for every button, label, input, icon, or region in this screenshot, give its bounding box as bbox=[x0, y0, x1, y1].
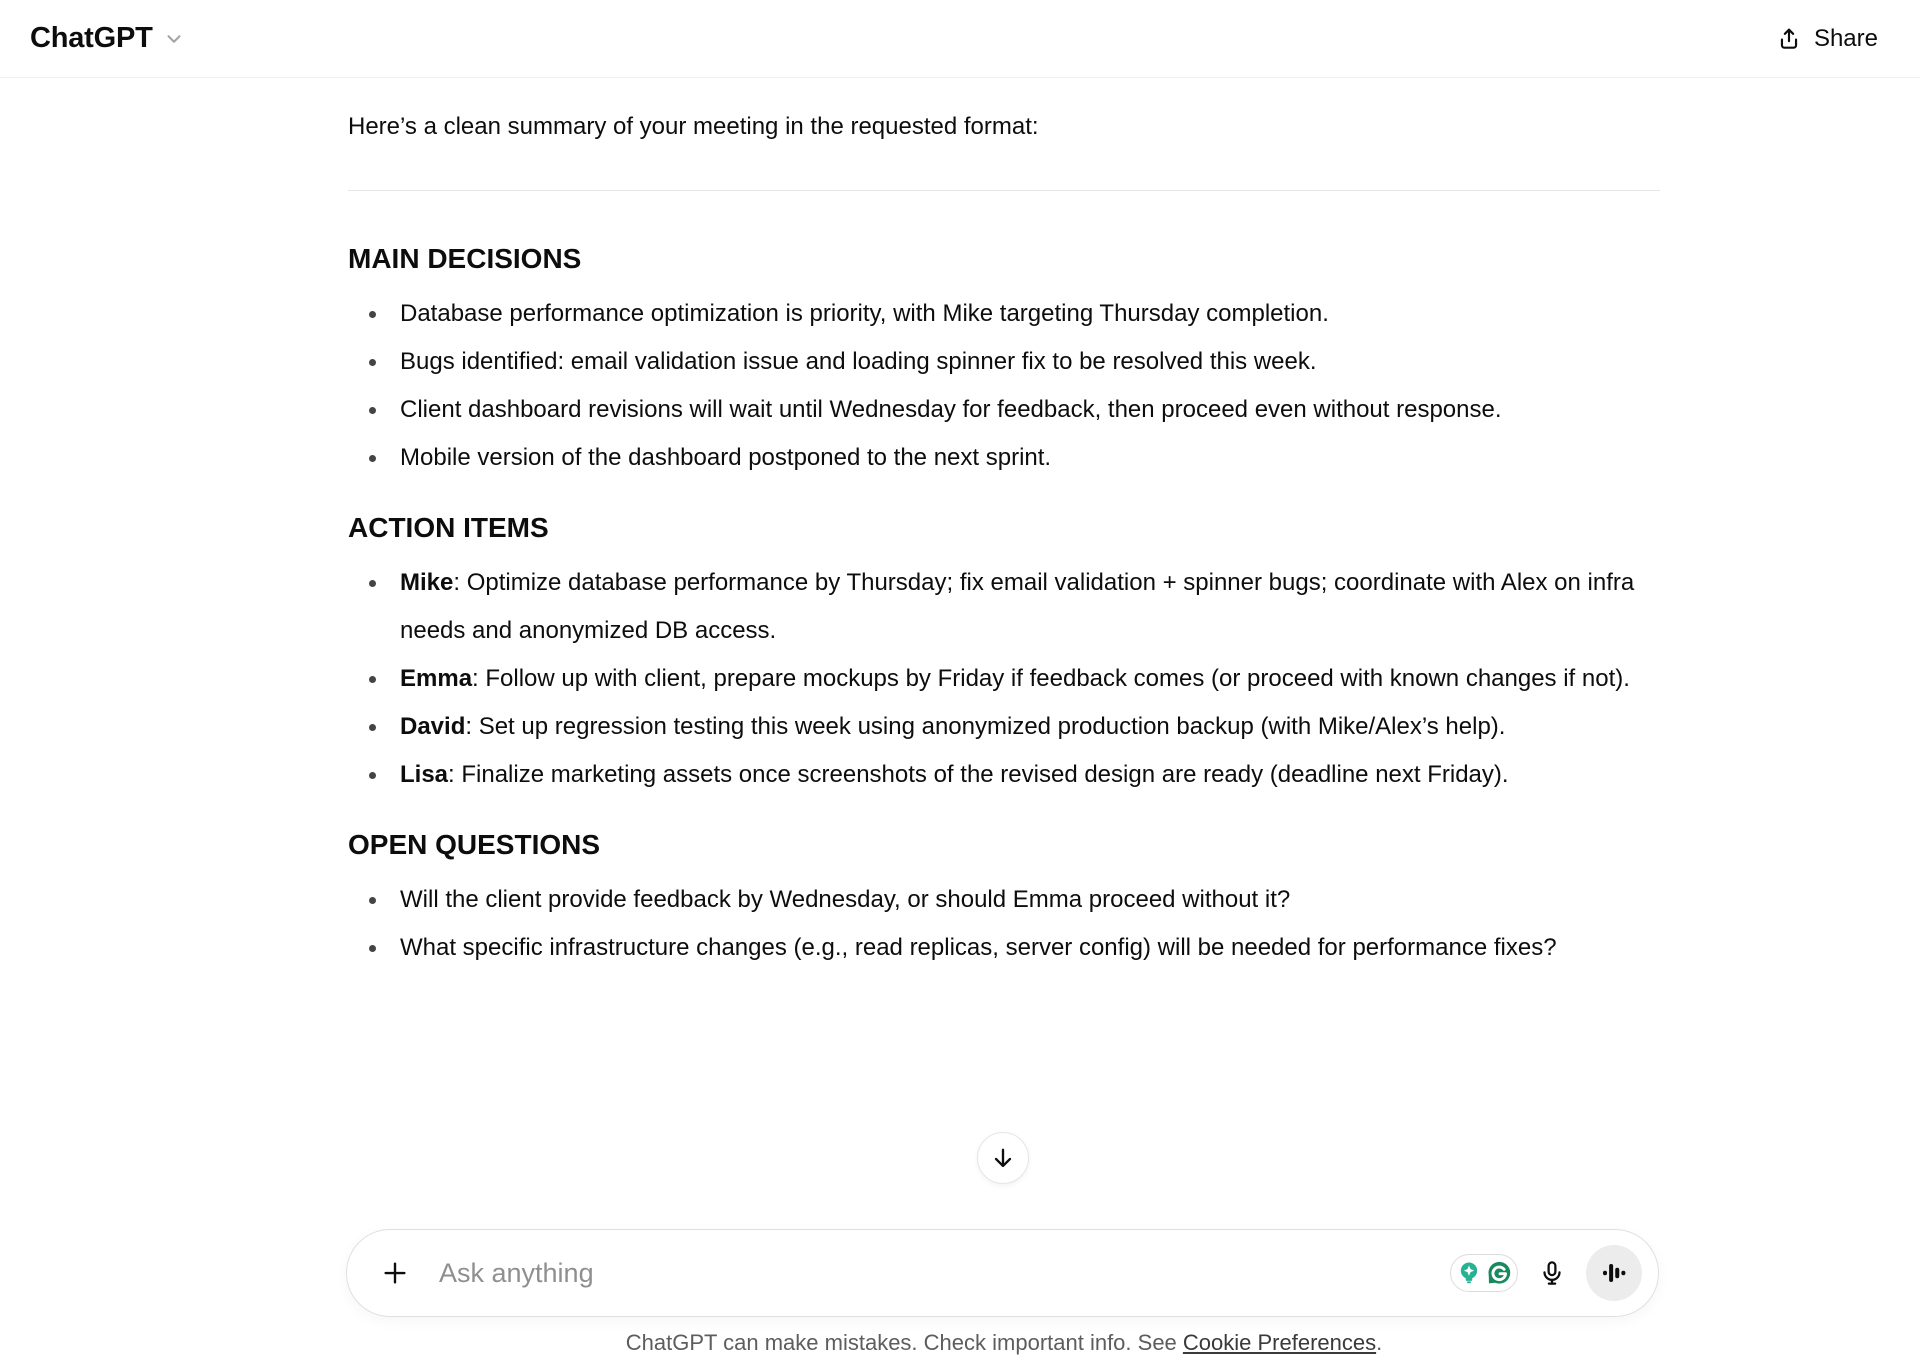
microphone-icon bbox=[1537, 1258, 1567, 1288]
attach-button[interactable] bbox=[371, 1249, 419, 1297]
disclaimer-text: ChatGPT can make mistakes. Check important info. See bbox=[625, 1330, 1183, 1355]
dictate-button[interactable] bbox=[1530, 1251, 1574, 1295]
disclaimer-period: . bbox=[1376, 1330, 1383, 1355]
assistant-message bbox=[348, 78, 1660, 972]
voice-mode-icon bbox=[1599, 1258, 1629, 1288]
list-item: What specific infrastructure changes (e.g., read replicas, server config) will be needed for performance fixes? bbox=[348, 924, 1660, 972]
action-items-list bbox=[348, 559, 1660, 799]
message-divider bbox=[348, 190, 1660, 191]
scroll-to-bottom-button[interactable] bbox=[977, 1132, 1029, 1184]
disclaimer bbox=[348, 1330, 1660, 1356]
section-heading-open-questions: OPEN QUESTIONS bbox=[348, 829, 601, 860]
assignee-task: : Follow up with client, prepare mockups by Friday if feedback comes (or proceed with known changes if not). bbox=[472, 665, 1630, 692]
assignee-task: : Set up regression testing this week using anonymized production backup (with Mike/Alex’s help). bbox=[465, 713, 1506, 740]
app-title: ChatGPT bbox=[30, 22, 153, 54]
grammarly-logo-icon bbox=[1485, 1259, 1513, 1287]
list-item: Client dashboard revisions will wait until Wednesday for feedback, then proceed even without response. bbox=[348, 386, 1660, 434]
open-questions-list bbox=[348, 876, 1660, 972]
list-item: Mobile version of the dashboard postponed to the next sprint. bbox=[348, 434, 1660, 482]
assignee-name: Mike bbox=[400, 569, 454, 596]
list-item: Database performance optimization is priority, with Mike targeting Thursday completion. bbox=[348, 290, 1660, 338]
assignee-task: : Finalize marketing assets once screenshots of the revised design are ready (deadline next Friday). bbox=[448, 761, 1509, 788]
message-composer bbox=[346, 1229, 1659, 1317]
section-heading-main-decisions: MAIN DECISIONS bbox=[348, 243, 582, 274]
list-item: Bugs identified: email validation issue and loading spinner fix to be resolved this week. bbox=[348, 338, 1660, 386]
list-item bbox=[348, 703, 1660, 751]
assignee-task: : Optimize database performance by Thursday; fix email validation + spinner bugs; coordinate with Alex on infra needs and anonymized DB access. bbox=[400, 569, 1635, 644]
share-icon bbox=[1776, 26, 1802, 52]
list-item bbox=[348, 751, 1660, 799]
list-item bbox=[348, 655, 1660, 703]
top-bar bbox=[0, 0, 1920, 78]
voice-mode-button[interactable] bbox=[1586, 1245, 1642, 1301]
chevron-down-icon bbox=[163, 28, 185, 50]
assignee-name: David bbox=[400, 713, 466, 740]
cookie-preferences-link[interactable]: Cookie Preferences bbox=[1182, 1330, 1377, 1355]
grammarly-extension-widget[interactable] bbox=[1450, 1254, 1518, 1292]
arrow-down-icon bbox=[989, 1144, 1017, 1172]
assignee-name: Lisa bbox=[400, 761, 449, 788]
chat-input[interactable] bbox=[439, 1258, 1450, 1289]
list-item bbox=[348, 559, 1660, 655]
grammarly-suggestion-icon bbox=[1455, 1259, 1483, 1287]
section-heading-action-items: ACTION ITEMS bbox=[348, 512, 549, 543]
main-decisions-list bbox=[348, 290, 1660, 482]
share-label: Share bbox=[1813, 24, 1878, 52]
list-item: Will the client provide feedback by Wednesday, or should Emma proceed without it? bbox=[348, 876, 1660, 924]
assignee-name: Emma bbox=[400, 665, 473, 692]
plus-icon bbox=[380, 1258, 410, 1288]
share-button[interactable] bbox=[1764, 17, 1890, 61]
model-switcher[interactable] bbox=[30, 22, 185, 55]
message-intro: Here’s a clean summary of your meeting in the requested format: bbox=[348, 113, 1039, 140]
